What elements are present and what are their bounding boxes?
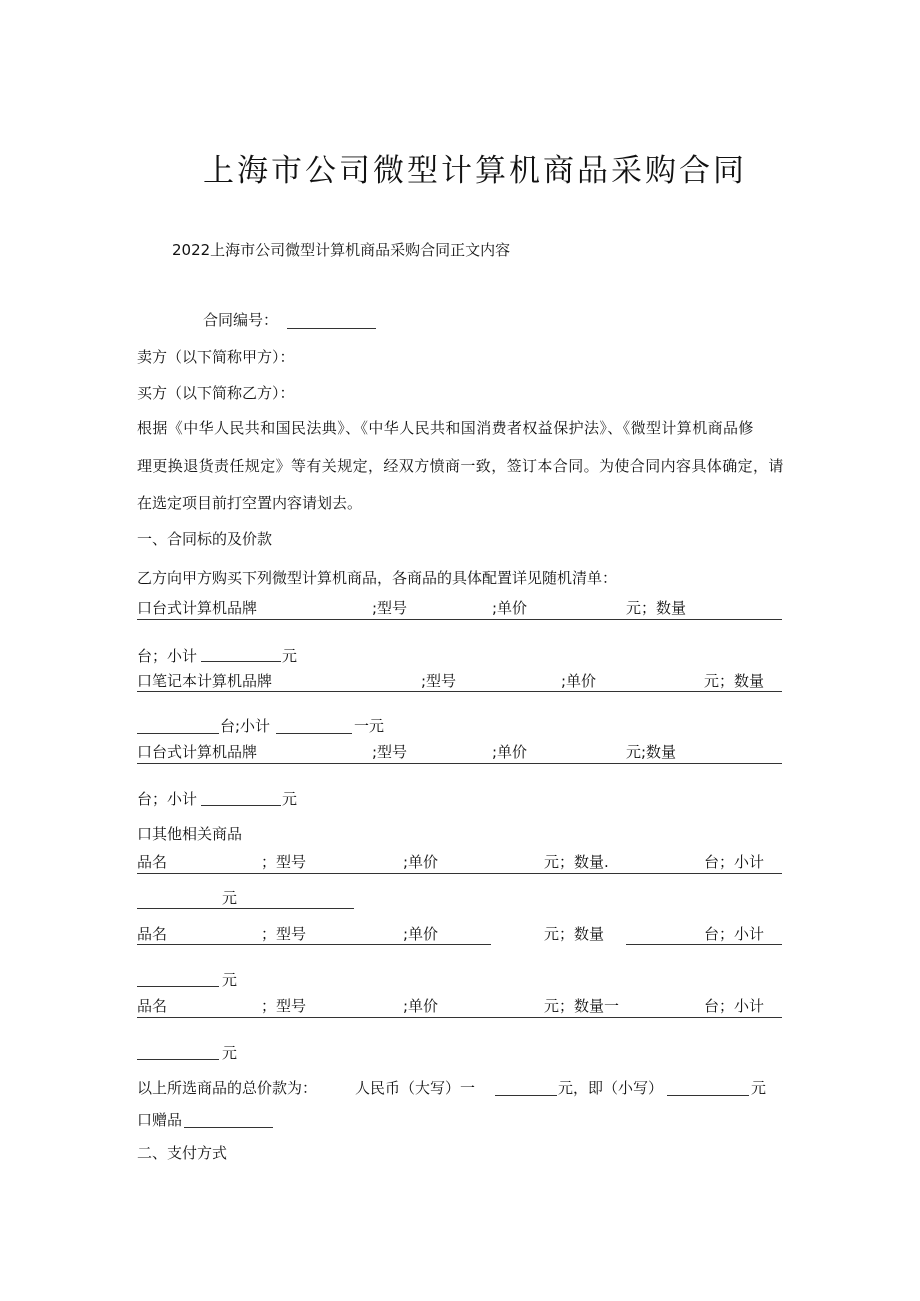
other-1-qty: 元；数量. (544, 853, 609, 871)
section-1-heading: 一、合同标的及价款 (137, 530, 273, 548)
desktop-1-price: ;单价 (492, 599, 528, 617)
other-3-unit: 台；小计 (704, 997, 765, 1015)
desktop-1-brand: 口台式计算机品牌 (137, 599, 258, 617)
total-yuan: 元 (751, 1079, 767, 1097)
laptop-qty-blank[interactable] (137, 733, 219, 734)
buyer-label: 买方（以下简称乙方）： (137, 384, 295, 402)
desktop-1-yuan: 元 (282, 647, 298, 665)
desktop-2-yuan: 元 (282, 790, 298, 808)
gift-label: 口赠品 (137, 1111, 183, 1129)
desktop-2-brand: 口台式计算机品牌 (137, 743, 258, 761)
other-1-unit: 台；小计 (704, 853, 765, 871)
other-2-model: ；型号 (261, 925, 307, 943)
section-1-intro: 乙方向甲方购买下列微型计算机商品，各商品的具体配置详见随机清单： (137, 569, 618, 587)
other-3-model: ；型号 (261, 997, 307, 1015)
other-1-subtotal-blank[interactable] (137, 908, 354, 909)
subtitle: 2022上海市公司微型计算机商品采购合同正文内容 (172, 241, 511, 259)
other-2-name: 品名 (137, 925, 168, 943)
desktop-1-qty: 元；数量 (626, 599, 687, 617)
desktop-1-underline[interactable] (137, 619, 782, 620)
laptop-yuan: 一元 (354, 717, 385, 735)
other-2-qty-blank[interactable] (626, 944, 782, 945)
other-3-underline[interactable] (137, 1017, 782, 1018)
other-2-yuan: 元 (222, 971, 238, 989)
other-2-price: ;单价 (403, 925, 439, 943)
other-1-model: ；型号 (261, 853, 307, 871)
desktop-2-unit: 台；小计 (137, 790, 198, 808)
intro-line-1: 根据《中华人民共和国民法典》、《中华人民共和国消费者权益保护法》、《微型计算机商品修 (137, 419, 754, 437)
desktop-2-price: ;单价 (492, 743, 528, 761)
other-products-heading: 口其他相关商品 (137, 825, 243, 843)
desktop-1-unit: 台；小计 (137, 647, 198, 665)
other-2-qty: 元；数量 (544, 925, 605, 943)
desktop-2-underline[interactable] (137, 763, 782, 764)
total-label: 以上所选商品的总价款为： (137, 1079, 318, 1097)
other-1-name: 品名 (137, 853, 168, 871)
other-3-name: 品名 (137, 997, 168, 1015)
laptop-price: ;单价 (561, 672, 597, 690)
seller-label: 卖方（以下简称甲方）： (137, 348, 295, 366)
laptop-subtotal-blank[interactable] (276, 733, 352, 734)
other-1-yuan: 元 (222, 889, 238, 907)
laptop-qty: 元；数量 (704, 672, 765, 690)
contract-no-blank[interactable] (287, 328, 376, 329)
other-3-subtotal-blank[interactable] (137, 1059, 219, 1060)
contract-no-label: 合同编号： (203, 311, 279, 329)
other-1-price: ;单价 (403, 853, 439, 871)
other-3-qty: 元；数量一 (544, 997, 620, 1015)
intro-line-2: 理更换退货责任规定》等有关规定，经双方愤商一致，签订本合同。为使合同内容具体确定，请 (137, 457, 784, 475)
laptop-model: ;型号 (421, 672, 457, 690)
other-2-unit: 台；小计 (704, 925, 765, 943)
gift-blank[interactable] (184, 1127, 273, 1128)
laptop-unit: 台;小计 (220, 717, 271, 735)
total-rmb-label: 人民币（大写）一 (355, 1079, 476, 1097)
other-1-underline[interactable] (137, 873, 782, 874)
total-uppercase-blank[interactable] (495, 1095, 557, 1096)
total-numeric-blank[interactable] (667, 1095, 749, 1096)
other-2-subtotal-blank[interactable] (137, 986, 219, 987)
other-2-underline-left[interactable] (137, 944, 491, 945)
desktop-2-qty: 元;数量 (626, 743, 677, 761)
desktop-2-model: ;型号 (372, 743, 408, 761)
laptop-underline[interactable] (137, 691, 782, 692)
desktop-2-subtotal-blank[interactable] (201, 805, 281, 806)
total-mid-label: 元，即（小写） (558, 1079, 664, 1097)
other-3-price: ;单价 (403, 997, 439, 1015)
page-title: 上海市公司微型计算机商品采购合同 (203, 153, 747, 189)
desktop-1-subtotal-blank[interactable] (201, 661, 281, 662)
other-3-yuan: 元 (222, 1044, 238, 1062)
laptop-brand: 口笔记本计算机品牌 (137, 672, 273, 690)
desktop-1-model: ;型号 (372, 599, 408, 617)
section-2-heading: 二、支付方式 (137, 1144, 228, 1162)
intro-line-3: 在选定项目前打空置内容请划去。 (137, 494, 363, 512)
